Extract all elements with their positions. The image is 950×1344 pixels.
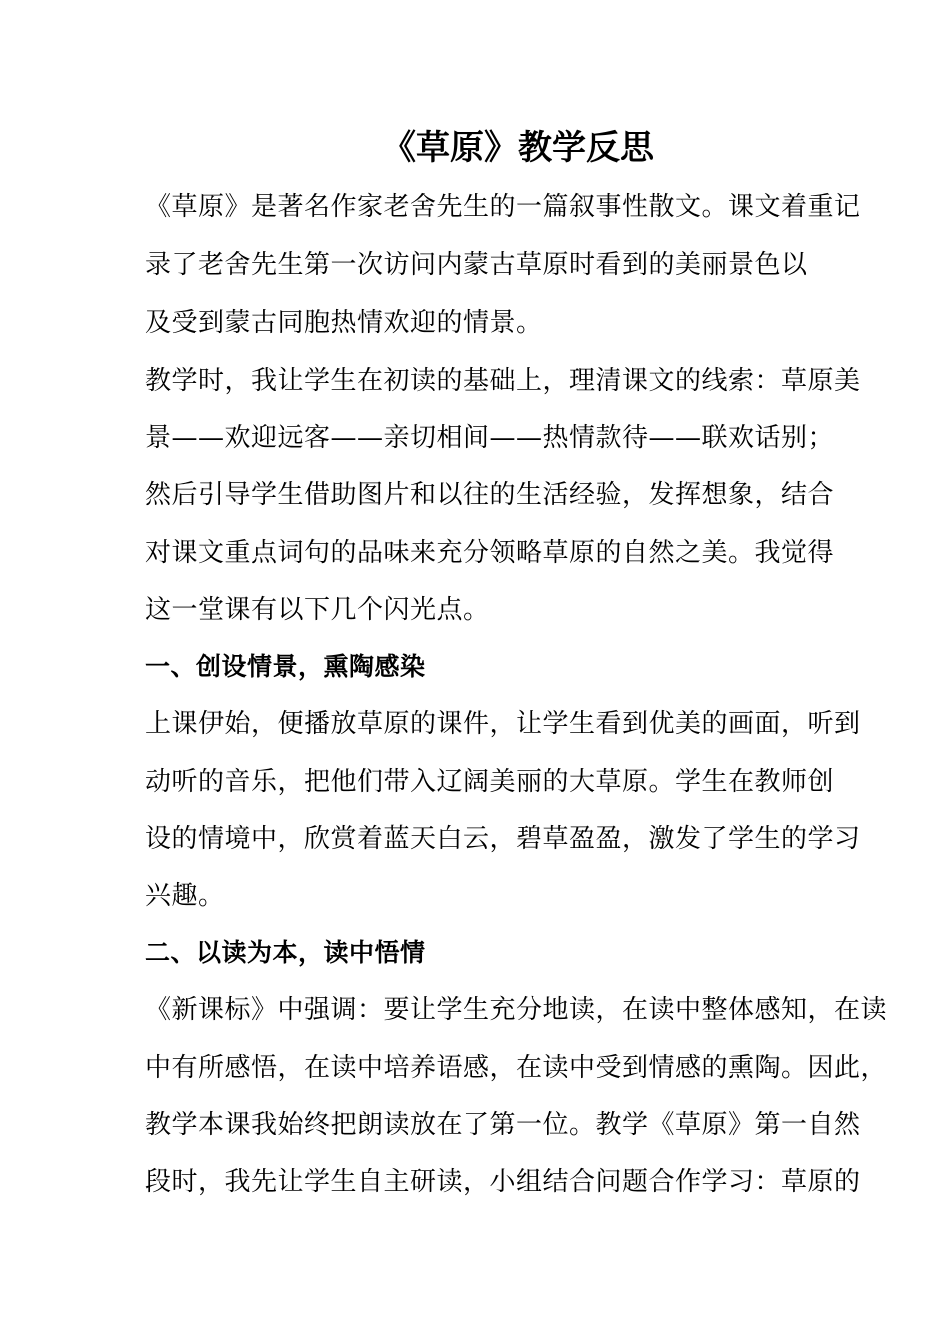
- paragraph-line: 及受到蒙古同胞热情欢迎的情景。: [145, 308, 543, 338]
- paragraph-line: 段时，我先让学生自主研读，小组结合问题合作学习：草原的: [145, 1167, 861, 1197]
- paragraph-line: 然后引导学生借助图片和以往的生活经验，发挥想象，结合: [145, 480, 835, 510]
- paragraph-line: 对课文重点词句的品味来充分领略草原的自然之美。我觉得: [145, 538, 835, 568]
- paragraph-line: 中有所感悟，在读中培养语感，在读中受到情感的熏陶。因此，: [145, 1053, 888, 1083]
- paragraph-line: 兴趣。: [145, 881, 225, 911]
- section-heading: 一、创设情景，熏陶感染: [145, 652, 426, 681]
- paragraph-line: 动听的音乐，把他们带入辽阔美丽的大草原。学生在教师创: [145, 767, 835, 797]
- paragraph-line: 《新课标》中强调：要让学生充分地读，在读中整体感知，在读: [145, 995, 888, 1025]
- paragraph-line: 景——欢迎远客——亲切相间——热情款待——联欢话别；: [145, 423, 835, 453]
- paragraph-line: 设的情境中，欣赏着蓝天白云，碧草盈盈，激发了学生的学习: [145, 824, 861, 854]
- paragraph-line: 上课伊始，便播放草原的课件，让学生看到优美的画面，听到: [145, 709, 861, 739]
- paragraph-line: 录了老舍先生第一次访问内蒙古草原时看到的美丽景色以: [145, 250, 808, 280]
- paragraph-line: 这一堂课有以下几个闪光点。: [145, 595, 490, 625]
- paragraph-line: 《草原》是著名作家老舍先生的一篇叙事性散文。课文着重记: [145, 192, 861, 222]
- page-title: 《草原》教学反思: [382, 128, 654, 168]
- paragraph-line: 教学本课我始终把朗读放在了第一位。教学《草原》第一自然: [145, 1110, 861, 1140]
- section-heading: 二、以读为本，读中悟情: [145, 938, 426, 967]
- paragraph-line: 教学时，我让学生在初读的基础上，理清课文的线索：草原美: [145, 366, 861, 396]
